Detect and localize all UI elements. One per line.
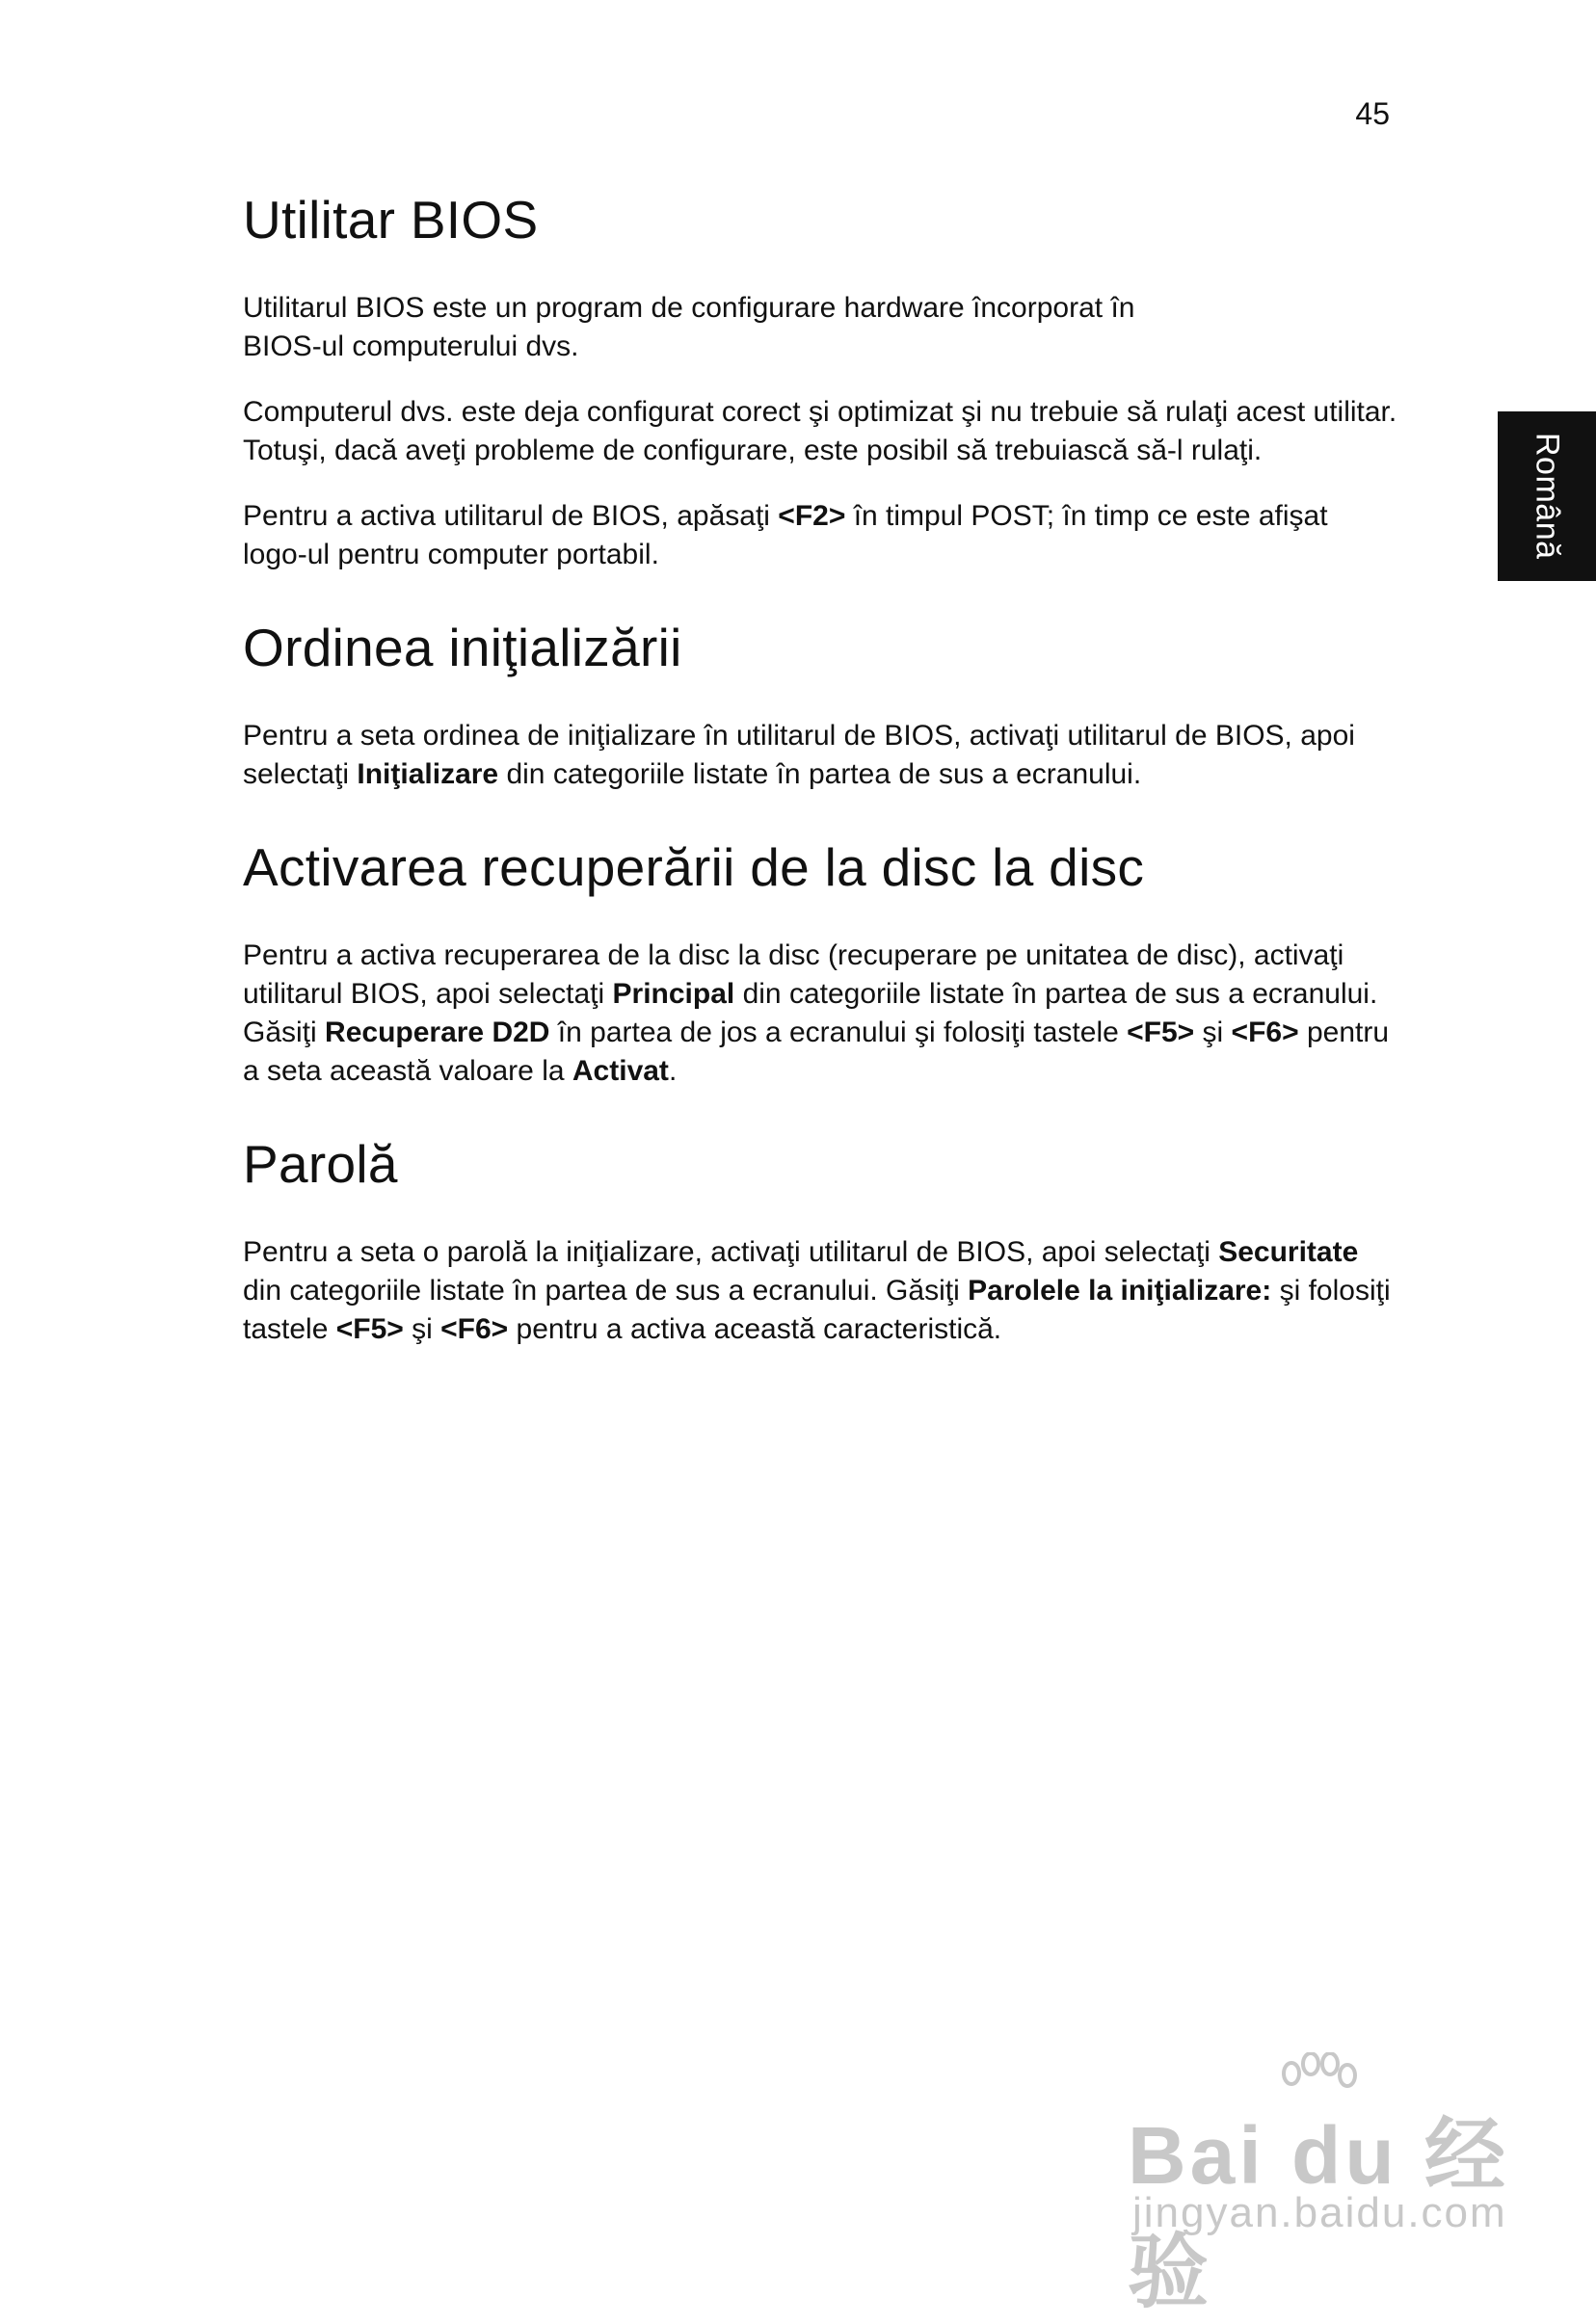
section (243, 189, 1399, 574)
bold-term: Parolele la iniţializare: (968, 1275, 1272, 1307)
language-side-tab (1498, 411, 1596, 581)
bold-term: <F6> (440, 1313, 509, 1345)
bold-term: <F6> (1231, 1017, 1299, 1048)
section (243, 1133, 1399, 1349)
text-run: Pentru a seta o parolă la iniţializare, activaţi utilitarul de BIOS, apoi selectaţi (243, 1236, 1219, 1268)
language-side-tab-label: Română (1529, 433, 1566, 560)
bold-term: Recuperare D2D (325, 1017, 550, 1048)
text-run: din categoriile listate în partea de sus a ecranului. (498, 758, 1142, 790)
watermark-main-text: Bai du 经验 (1128, 2110, 1510, 2317)
bold-term: <F5> (1127, 1017, 1195, 1048)
text-run: Pentru a activa utilitarul de BIOS, apăsaţi (243, 500, 779, 532)
bold-term: Securitate (1218, 1236, 1359, 1268)
body-paragraph (243, 497, 1399, 574)
text-run: din categoriile listate în partea de sus a ecranului. Găsiţi (243, 1275, 969, 1307)
bold-term: Principal (612, 978, 735, 1010)
text-run: şi (403, 1313, 441, 1345)
text-run: . (668, 1055, 678, 1087)
body-paragraph (243, 393, 1399, 470)
section-heading: Parolă (243, 1134, 398, 1194)
text-run: în partea de jos a ecranului şi folosiţi tastele (549, 1017, 1128, 1048)
bold-term: <F2> (778, 500, 846, 532)
text-run: în timpul POST; în timp ce este afişat logo-ul pentru computer portabil. (243, 500, 1328, 570)
page-number: 45 (1355, 96, 1390, 131)
section (243, 617, 1399, 794)
section-heading: Ordinea iniţializării (243, 618, 682, 677)
body-paragraph (243, 289, 1399, 366)
text-run: pentru a seta această valoare la (243, 1017, 1390, 1087)
section (243, 836, 1399, 1091)
text-run: şi folosiţi tastele (243, 1275, 1391, 1345)
bold-term: Activat (572, 1055, 669, 1087)
text-run: Utilitarul BIOS este un program de configurare hardware încorporat în (243, 292, 1135, 324)
page-content (243, 189, 1399, 1391)
section-heading: Utilitar BIOS (243, 190, 539, 250)
body-paragraph (243, 1233, 1399, 1349)
bold-term: <F5> (335, 1313, 404, 1345)
body-paragraph (243, 937, 1399, 1091)
text-run: şi (1194, 1017, 1232, 1048)
bold-term: Iniţializare (357, 758, 499, 790)
text-run: din categoriile listate în partea de sus a ecranului. Găsiţi (243, 978, 1378, 1048)
text-run: pentru a activa această caracteristică. (508, 1313, 1002, 1345)
text-run: BIOS-ul computerului dvs. (243, 330, 579, 362)
watermark-url: jingyan.baidu.com (1132, 2189, 1507, 2236)
text-run: Pentru a activa recuperarea de la disc la disc (recuperare pe unitatea de disc), activaţi utilitarul BIOS, apoi selectaţi (243, 939, 1344, 1010)
text-run: Pentru a seta ordinea de iniţializare în utilitarul de BIOS, activaţi utilitarul de BIOS, apoi selectaţi (243, 720, 1355, 790)
section-heading: Activarea recuperării de la disc la disc (243, 837, 1145, 897)
baidu-watermark (1108, 2052, 1513, 2317)
body-paragraph (243, 717, 1399, 794)
text-run: Computerul dvs. este deja configurat corect şi optimizat şi nu trebuie să rulaţi acest utilitar. Totuşi, dacă aveţi probleme de configurare, este posibil să trebuiască să-l rulaţi. (243, 396, 1397, 466)
